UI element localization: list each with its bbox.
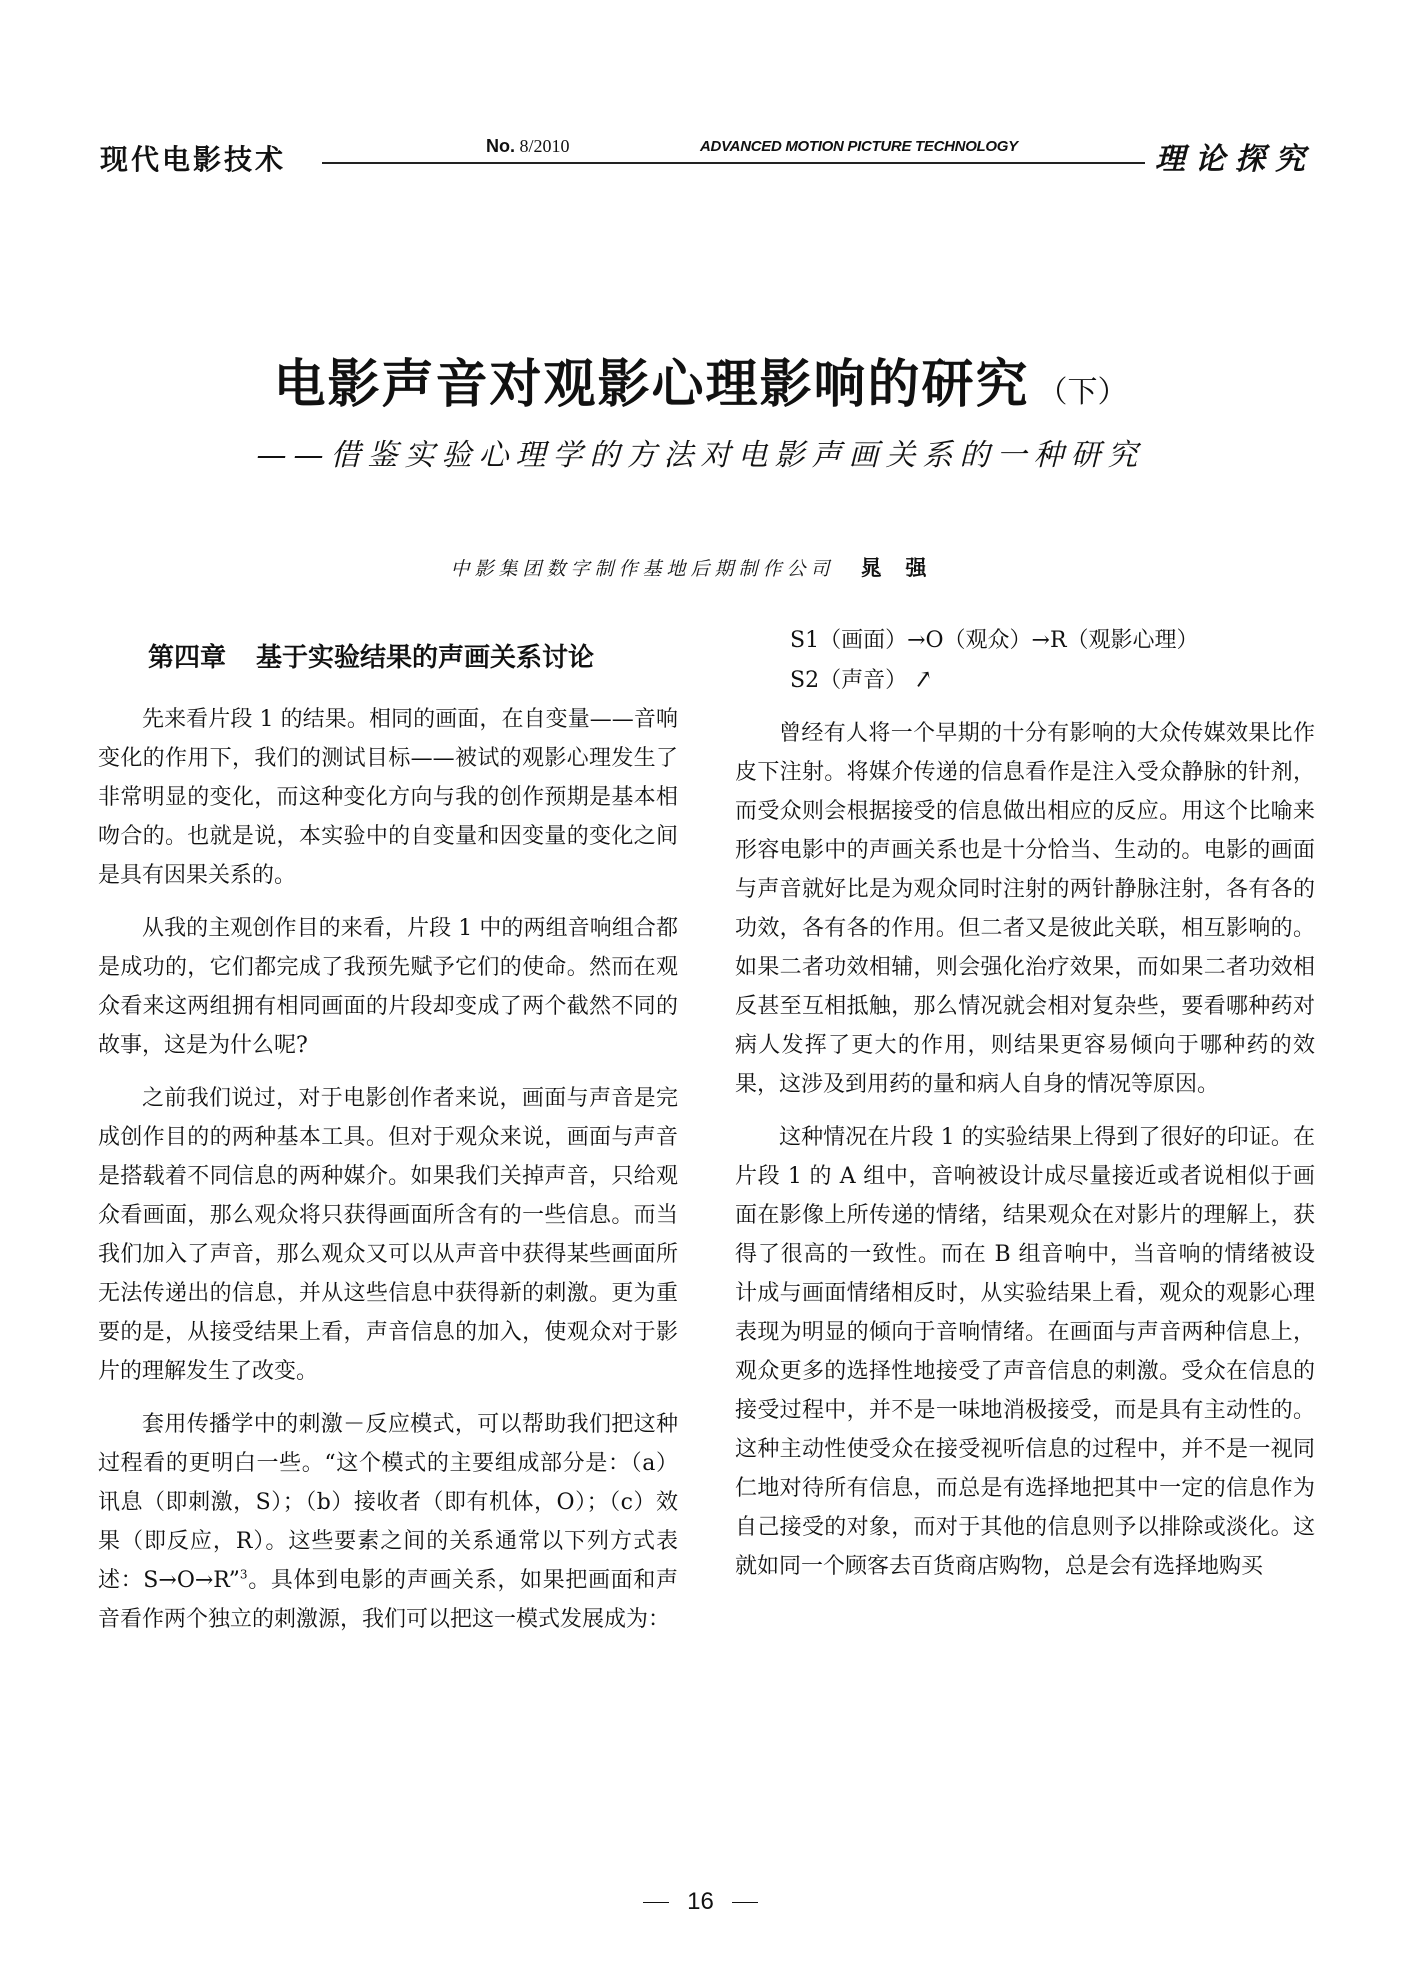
formula-line-1: S1（画面）→O（观众）→R（观影心理） [790, 628, 1199, 653]
section-heading [148, 638, 678, 678]
header-rule [322, 162, 1242, 164]
paragraph-text-end: 。具体到电影的声画关系，如果把画面和声音看作两个独立的刺激源，我们可以把这一模式发展成为： [98, 1568, 678, 1632]
author-name: 晁强 [860, 556, 951, 580]
section-label: 理论探究 [1145, 134, 1315, 178]
model-formula [790, 622, 1315, 700]
article-title [0, 342, 1401, 417]
paragraph-text: 套用传播学中的刺激－反应模式，可以帮助我们把这种过程看的更明白一些。“这个模式的主要组成部分是：（a）讯息（即刺激，S）；（b）接收者（即有机体，O）；（c）效果（即反应，R）。这些要素之间的关系通常以下列方式表述：S→O→R” [98, 1412, 678, 1593]
formula-line-2-text: S2（声音） [790, 668, 908, 693]
author-affiliation: 中影集团数字制作基地后期制作公司 [450, 558, 835, 580]
article-subtitle: ——借鉴实验心理学的方法对电影声画关系的一种研究 [256, 438, 1145, 473]
running-header [100, 132, 1315, 178]
paragraph: 从我的主观创作目的来看，片段 1 中的两组音响组合都是成功的，它们都完成了我预先赋予它们的使命。然而在观众看来这两组拥有相同画面的片段却变成了两个截然不同的故事，这是为什么呢? [98, 916, 678, 1058]
paragraph: 先来看片段 1 的结果。相同的画面，在自变量——音响变化的作用下，我们的测试目标——被试的观影心理发生了非常明显的变化，而这种变化方向与我的创作预期是基本相吻合的。也就是说，本实验中的自变量和因变量的变化之间是具有因果关系的。 [98, 707, 678, 888]
paragraph: 之前我们说过，对于电影创作者来说，画面与声音是完成创作目的的两种基本工具。但对于观众来说，画面与声音是搭载着不同信息的两种媒介。如果我们关掉声音，只给观众看画面，那么观众将只获得画面所含有的一些信息。而当我们加入了声音，那么观众又可以从声音中获得某些画面所无法传递出的信息，并从这些信息中获得新的刺激。更为重要的是，从接受结果上看，声音信息的加入，使观众对于影片的理解发生了改变。 [98, 1086, 678, 1384]
byline [0, 552, 1401, 582]
formula-line-2 [790, 660, 1315, 700]
chapter-number: 第四章 [148, 643, 227, 673]
article-title-part: （下） [1037, 375, 1128, 410]
right-column [735, 622, 1315, 1600]
footer-dash-right [732, 1902, 758, 1903]
page-footer [0, 1888, 1401, 1916]
journal-english-name: ADVANCED MOTION PICTURE TECHNOLOGY [696, 138, 1022, 155]
issue-label: No. [486, 136, 515, 156]
page-number: 16 [687, 1888, 714, 1915]
paragraph [98, 1405, 678, 1639]
footer-dash-left [643, 1902, 669, 1903]
left-column [98, 632, 678, 1653]
journal-name: 现代电影技术 [100, 143, 287, 176]
article-title-text: 电影声音对观影心理影响的研究 [273, 355, 1030, 415]
arrow-icon: ↗ [910, 663, 936, 695]
issue-number [478, 136, 578, 157]
issue-value: 8/2010 [519, 136, 570, 156]
paragraph: 曾经有人将一个早期的十分有影响的大众传媒效果比作皮下注射。将媒介传递的信息看作是注入受众静脉的针剂，而受众则会根据接受的信息做出相应的反应。用这个比喻来形容电影中的声画关系也是十分恰当、生动的。电影的画面与声音就好比是为观众同时注射的两针静脉注射，各有各的功效，各有各的作用。但二者又是彼此关联，相互影响的。如果二者功效相辅，则会强化治疗效果，而如果二者功效相反甚至互相抵触，那么情况就会相对复杂些，要看哪种药对病人发挥了更大的作用，则结果更容易倾向于哪种药的效果，这涉及到用药的量和病人自身的情况等原因。 [735, 721, 1315, 1097]
footnote-reference: 3 [239, 1567, 248, 1582]
paragraph: 这种情况在片段 1 的实验结果上得到了很好的印证。在片段 1 的 A 组中，音响被设计成尽量接近或者说相似于画面在影像上所传递的情绪，结果观众在对影片的理解上，获得了很高的一致性。而在 B 组音响中，当音响的情绪被设计成与画面情绪相反时，从实验结果上看，观众的观影心理表现为明显的倾向于音响情绪。在画面与声音两种信息上，观众更多的选择性地接受了声音信息的刺激。受众在信息的接受过程中，并不是一味地消极接受，而是具有主动性的。这种主动性使受众在接受视听信息的过程中，并不是一视同仁地对待所有信息，而总是有选择地把其中一定的信息作为自己接受的对象，而对于其他的信息则予以排除或淡化。这就如同一个顾客去百货商店购物，总是会有选择地购买 [735, 1125, 1315, 1579]
chapter-title: 基于实验结果的声画关系讨论 [256, 643, 595, 673]
